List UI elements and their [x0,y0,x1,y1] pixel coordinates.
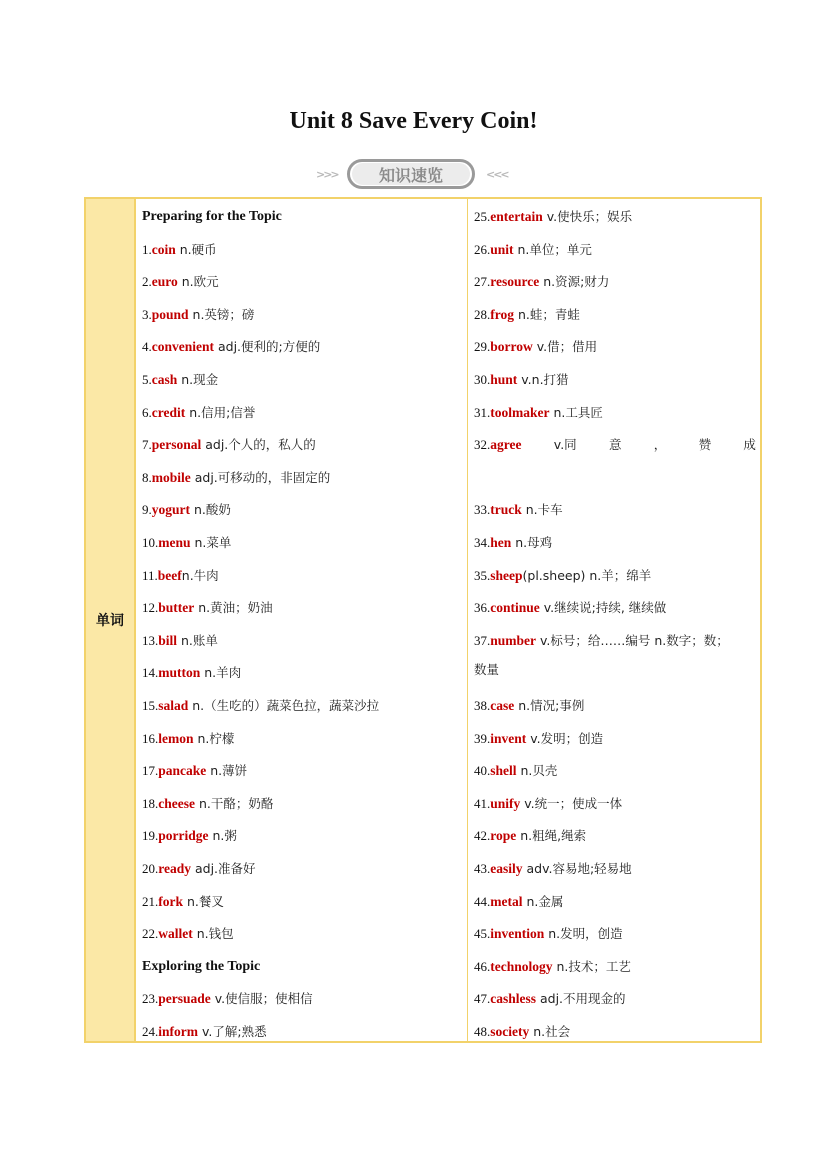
vocab-entry [474,436,756,455]
entry-number: 38. [474,698,491,713]
vocab-entry [474,925,623,944]
definition: adj.准备好 [191,861,256,876]
entry-number: 23. [142,991,159,1007]
vocab-word: shell [490,763,517,779]
vocab-word: credit [151,404,186,420]
vocab-word: yogurt [151,502,190,518]
vocab-word: invention [490,926,545,942]
vocab-column-right [468,199,760,1041]
vocab-entry [474,958,631,977]
vocab-word: invent [490,730,527,746]
entry-number: 46. [474,958,491,974]
definition: n.（生吃的）蔬菜色拉，蔬菜沙拉 [188,698,380,713]
definition: v.使信服；使相信 [210,991,313,1007]
definition: n.菜单 [190,535,232,550]
entry-number: 9. [142,502,152,518]
vocab-word: frog [490,306,514,322]
vocab-entry [142,632,218,651]
banner-pill [347,159,475,189]
vocab-column-left [136,199,468,1041]
entry-number: 16. [142,730,159,746]
definition: adj.可移动的，非固定的 [190,469,331,485]
definition: n.干酪；奶酪 [194,795,274,811]
definition: n.工具匠 [549,404,603,420]
definition: n.酸奶 [190,502,231,518]
vocab-word: case [490,698,515,713]
vocab-entry [142,990,313,1009]
banner-label: 知识速览 [352,163,470,185]
vocab-word: unit [490,241,514,257]
definition: n.黄油；奶油 [194,600,273,616]
category-label: 单词 [86,199,136,1041]
definition: n.欧元 [177,274,219,290]
vocab-entry [474,501,563,520]
vocab-entry [142,827,237,846]
vocab-word: technology [490,958,553,974]
entry-number: 28. [474,306,491,322]
definition: n.钱包 [192,926,234,942]
entry-number: 4. [142,339,152,355]
definition: v.继续说;持续, 继续做 [539,600,667,616]
section-heading [142,208,282,226]
definition: v.统一；使成一体 [520,795,623,811]
vocab-entry [474,827,586,846]
vocab-word: cheese [158,795,195,811]
definition: n.信用;信誉 [185,404,256,420]
entry-number: 17. [142,763,159,779]
vocab-entry [474,990,626,1009]
definition: v.n.打猎 [517,372,569,387]
entry-number: 48. [474,1024,491,1039]
definition: n.现金 [177,372,219,387]
vocab-entry [474,567,651,586]
vocab-entry [474,208,632,227]
vocab-entry [142,306,254,325]
definition: v.了解;熟悉 [198,1024,267,1039]
vocab-word: hunt [490,372,518,387]
vocab-word: menu [158,535,191,550]
vocab-entry [474,860,632,879]
section-banner [314,156,514,196]
entry-number: 19. [142,828,159,844]
vocab-word: cash [151,372,178,387]
vocab-word: pancake [158,763,207,779]
vocab-word: entertain [490,209,543,224]
definition: adv.容易地;轻易地 [522,861,632,876]
entry-number: 3. [142,306,152,322]
vocab-word: unify [490,795,521,811]
entry-number: 11. [142,567,158,583]
vocab-entry [142,730,234,749]
definition: n.薄饼 [206,763,248,779]
definition: n.硬币 [175,241,217,257]
definition: adj.不用现金的 [536,991,626,1007]
vocab-entry [474,1023,570,1042]
entry-number: 27. [474,274,491,290]
vocab-word: pound [151,306,189,322]
vocab-word: society [490,1024,530,1039]
definition: n.蛙；青蛙 [514,306,580,322]
vocab-entry-justified [474,436,756,455]
vocab-entry [142,501,231,520]
entry-number: 25. [474,209,491,224]
definition: n.金属 [522,893,564,909]
entry-number: 32. [474,437,491,453]
entry-number: 1. [142,241,152,257]
entry-number: 33. [474,502,491,518]
vocab-entry [142,697,379,716]
section-heading-text: Exploring the Topic [142,958,261,974]
entry-number: 24. [142,1024,159,1039]
entry-number: 42. [474,828,491,844]
vocab-entry [142,664,241,683]
vocab-entry [474,371,569,390]
vocab-word: ready [158,861,191,876]
entry-number: 7. [142,437,152,453]
entry-number: 10. [142,535,159,550]
entry-number: 35. [474,567,491,583]
vocab-entry [474,730,603,749]
vocab-word: rope [490,828,517,844]
entry-number: 31. [474,404,491,420]
vocab-entry [142,371,218,390]
entry-number: 45. [474,926,491,942]
vocab-entry [474,273,609,292]
definition-part: ， [653,437,667,453]
vocab-word: toolmaker [490,404,550,420]
vocab-entry [142,338,320,357]
vocab-entry [474,632,729,651]
vocab-word: lemon [158,730,194,746]
entry-number: 13. [142,632,159,648]
entry-number: 40. [474,763,491,779]
definition-part: v.同 [553,437,577,453]
vocab-word: truck [490,502,522,518]
definition: n.情况;事例 [514,698,585,713]
definition-part: 赞 [698,437,712,453]
vocab-word: sheep [490,567,523,583]
vocab-word: personal [151,437,202,453]
definition: n.母鸡 [511,535,553,550]
vocab-entry [142,273,219,292]
definition: n.粥 [208,828,237,844]
vocab-word: butter [158,600,195,616]
definition: n.资源;财力 [539,274,610,290]
entry-number: 15. [142,698,159,713]
definition-continued: 数量 [474,662,500,678]
vocab-word: agree [490,437,522,453]
entry-number: 36. [474,600,491,616]
entry-number: 37. [474,632,491,648]
entry-number: 41. [474,795,491,811]
definition: n.柠檬 [193,730,235,746]
vocab-word: beef [157,567,182,583]
vocab-word: salad [158,698,189,713]
entry-number: 22. [142,926,159,942]
vocab-word: continue [490,600,540,616]
definition: v.标号；给……编号 n.数字；数； [536,632,729,648]
vocab-word: fork [158,893,183,909]
vocab-word: hen [490,535,512,550]
entry-number: 18. [142,795,159,811]
definition: adj.个人的，私人的 [201,437,316,453]
vocab-word: persuade [158,991,211,1007]
entry-number: 30. [474,372,491,387]
vocab-entry-continuation [474,661,499,680]
vocab-entry [142,469,330,488]
vocabulary-table [84,197,762,1043]
definition: (pl.sheep) n.羊；绵羊 [522,567,652,583]
vocab-entry [142,436,316,455]
vocab-word: cashless [490,991,537,1007]
vocab-word: metal [490,893,523,909]
definition: n.发明，创造 [544,926,623,942]
entry-number: 26. [474,241,491,257]
definition: v.发明；创造 [526,730,604,746]
section-heading [142,958,260,976]
entry-number: 21. [142,893,159,909]
vocab-entry [142,860,256,879]
entry-number: 39. [474,730,491,746]
page-title: Unit 8 Save Every Coin! [289,108,538,134]
definition: n.社会 [529,1024,571,1039]
vocab-word: wallet [158,926,193,942]
vocab-entry [142,925,234,944]
vocab-entry [474,404,603,423]
entry-number: 2. [142,274,152,290]
definition: n.卡车 [521,502,563,518]
vocab-entry [142,599,273,618]
vocab-word: easily [490,861,523,876]
definition: adj.便利的;方便的 [214,339,321,355]
definition: v.使快乐；娱乐 [542,209,633,224]
vocab-entry [474,306,580,325]
entry-number: 5. [142,372,152,387]
vocab-word: bill [158,632,178,648]
definition: n.餐叉 [183,893,224,909]
vocab-entry [474,241,592,260]
entry-number: 34. [474,535,491,550]
vocab-entry [142,795,273,814]
section-heading-text: Preparing for the Topic [142,209,282,224]
entry-number: 12. [142,600,159,616]
vocab-entry [142,1023,267,1042]
vocab-entry [474,599,666,618]
vocab-entry [142,241,217,260]
vocab-entry [474,534,552,553]
entry-number: 14. [142,665,159,681]
definition: n.单位；单元 [513,241,592,257]
vocab-entry [142,762,247,781]
vocab-word: coin [151,241,176,257]
chevron-right-icon: >>> [316,168,338,181]
entry-number: 29. [474,339,491,355]
definition: n.技术；工艺 [552,958,631,974]
vocab-word: mutton [158,665,201,681]
entry-number: 43. [474,861,491,876]
vocab-entry [142,404,255,423]
definition: n.英镑；磅 [188,306,255,322]
entry-number: 47. [474,991,491,1007]
vocab-lead [474,436,521,455]
vocab-word: euro [151,274,178,290]
vocab-word: number [490,632,537,648]
vocab-entry [142,534,231,553]
entry-number: 20. [142,861,159,876]
vocab-word: porridge [158,828,209,844]
vocab-word: borrow [490,339,533,355]
vocab-word: resource [490,274,540,290]
definition-part: 意 [608,437,622,453]
definition: n.牛肉 [181,567,219,583]
definition: n.粗绳,绳索 [516,828,587,844]
vocab-entry [142,893,224,912]
vocab-entry [142,567,219,586]
definition: n.羊肉 [200,665,242,681]
vocab-word: convenient [151,339,214,355]
chevron-left-icon: <<< [486,168,508,181]
definition-part: 成 [743,437,756,453]
vocab-word: inform [158,1024,198,1039]
definition: n.账单 [177,632,218,648]
definition: n.贝壳 [516,763,558,779]
vocab-word: mobile [151,469,191,485]
vocab-entry [474,893,563,912]
entry-number: 6. [142,404,152,420]
entry-number: 44. [474,893,491,909]
vocab-entry [474,762,557,781]
entry-number: 8. [142,469,152,485]
definition: v.借；借用 [532,339,598,355]
vocab-entry [474,697,584,716]
vocab-entry [474,338,597,357]
vocab-entry [474,795,622,814]
